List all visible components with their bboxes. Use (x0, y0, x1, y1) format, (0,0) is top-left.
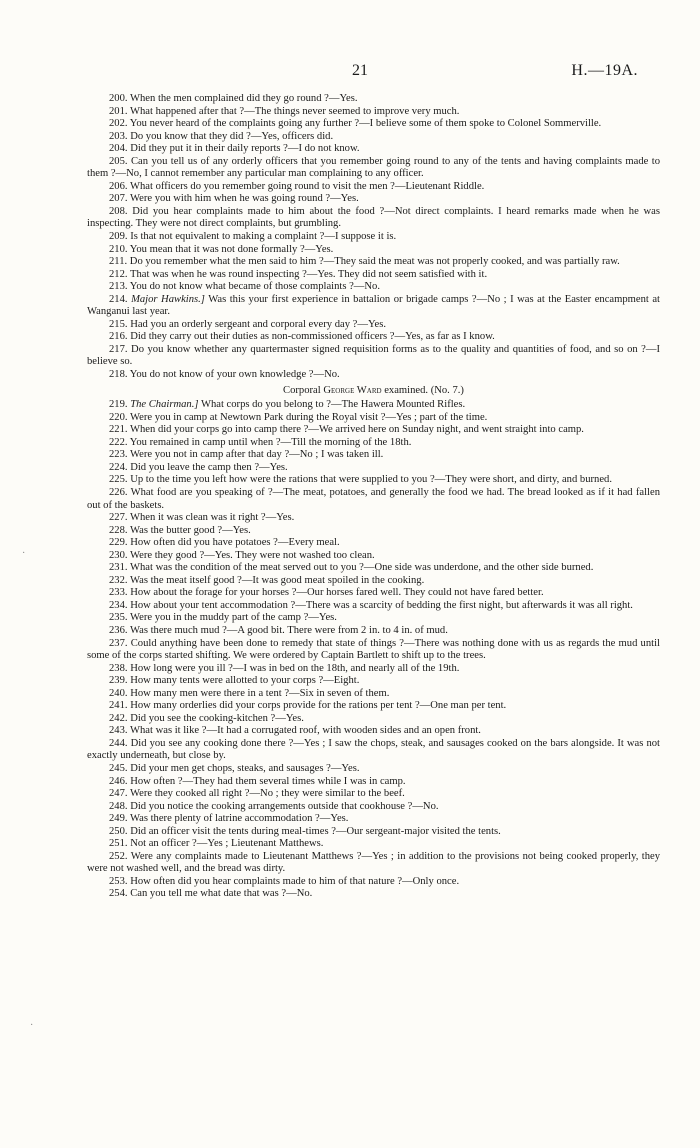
qa-paragraph: 221. When did your corps go into camp there ?—We arrived here on Sunday night, and went straight into camp. (109, 424, 584, 436)
qa-paragraph: 207. Were you with him when he was going round ?—Yes. (109, 193, 359, 205)
qa-paragraph: 211. Do you remember what the men said to him ?—They said the meat was not properly cooked, and was partially raw. (109, 256, 620, 268)
qa-paragraph: 215. Had you an orderly sergeant and corporal every day ?—Yes. (109, 318, 387, 330)
speaker-label: Major Hawkins.] (131, 293, 205, 305)
qa-paragraph: 239. How many tents were allotted to your corps ?—Eight. (109, 675, 360, 687)
page-header (0, 62, 700, 82)
testimony-block-a (87, 93, 660, 294)
margin-speck: · (30, 1020, 34, 1031)
qa-paragraph: 218. You do not know of your own knowledge ?—No. (109, 369, 340, 381)
question-text: What corps do you belong to ?—The Hawera Mounted Rifles. (200, 399, 466, 411)
qa-paragraph: 204. Did they put it in their daily reports ?—I do not know. (109, 143, 360, 155)
qa-paragraph: 213. You do not know what became of those complaints ?—No. (109, 281, 380, 293)
question-number: 214. (109, 293, 128, 305)
qa-paragraph: 235. Were you in the muddy part of the camp ?—Yes. (109, 612, 337, 624)
qa-paragraph: 237. Could anything have been done to remedy that state of things ?—There was nothing done with us as regards the mud until some of the corps started shifting. We were ordered by Captain Bartlett to shift up to the trees. (87, 637, 660, 662)
qa-paragraph: 238. How long were you ill ?—I was in bed on the 18th, and nearly all of the 19th. (109, 662, 460, 674)
page-number: 21 (352, 62, 368, 79)
qa-paragraph: 232. Was the meat itself good ?—It was good meat spoiled in the cooking. (109, 574, 425, 586)
qa-paragraph: 228. Was the butter good ?—Yes. (109, 524, 251, 536)
witness-name: George Ward (323, 384, 382, 396)
qa-paragraph: 240. How many men were there in a tent ?—Six in seven of them. (109, 687, 390, 699)
qa-paragraph: 241. How many orderlies did your corps provide for the rations per tent ?—One man per tent. (109, 700, 507, 712)
qa-paragraph: 223. Were you not in camp after that day ?—No ; I was taken ill. (109, 449, 384, 461)
qa-paragraph: 225. Up to the time you left how were the rations that were supplied to you ?—They were short, and dirty, and burned. (109, 474, 612, 486)
qa-paragraph: 209. Is that not equivalent to making a complaint ?—I suppose it is. (109, 231, 397, 243)
qa-paragraph: 206. What officers do you remember going round to visit the men ?—Lieutenant Riddle. (109, 180, 485, 192)
qa-paragraph: 247. Were they cooked all right ?—No ; they were similar to the beef. (109, 788, 405, 800)
qa-paragraph: 249. Was there plenty of latrine accommodation ?—Yes. (109, 813, 349, 825)
qa-paragraph: 243. What was it like ?—It had a corrugated roof, with wooden sides and an open front. (109, 725, 481, 737)
qa-paragraph: 251. Not an officer ?—Yes ; Lieutenant Matthews. (109, 838, 324, 850)
witness-rank: Corporal (283, 384, 321, 396)
qa-paragraph: 222. You remained in camp until when ?—Till the morning of the 18th. (109, 436, 412, 448)
qa-paragraph: 234. How about your tent accommodation ?—There was a scarcity of bedding the first night, but afterwards it was all right. (109, 599, 633, 611)
qa-paragraph: 252. Were any complaints made to Lieutenant Matthews ?—Yes ; in addition to the provisions not being cooked properly, they were not washed well, and the bread was dirty. (87, 850, 660, 875)
qa-paragraph: 217. Do you know whether any quartermaster signed requisition forms as to the quality and quantities of food, and so on ?—I believe so. (87, 343, 660, 368)
margin-speck: · (22, 548, 26, 559)
qa-paragraph: 244. Did you see any cooking done there ?—Yes ; I saw the chops, steak, and sausages cooked on the bars alongside. It was not exactly underneath, but close by. (87, 737, 660, 762)
speaker-label: The Chairman.] (130, 399, 199, 411)
qa-paragraph: 229. How often did you have potatoes ?—Every meal. (109, 537, 340, 549)
witness-heading (87, 385, 660, 398)
question-214 (87, 294, 660, 319)
testimony-block-c (87, 412, 660, 901)
qa-paragraph: 227. When it was clean was it right ?—Yes. (109, 512, 295, 524)
testimony-body (87, 93, 660, 901)
qa-paragraph: 231. What was the condition of the meat served out to you ?—One side was underdone, and the other side burned. (109, 562, 594, 574)
qa-paragraph: 220. Were you in camp at Newtown Park during the Royal visit ?—Yes ; part of the time. (109, 411, 488, 423)
qa-paragraph: 216. Did they carry out their duties as non-commissioned officers ?—Yes, as far as I know. (109, 331, 495, 343)
qa-paragraph: 253. How often did you hear complaints made to him of that nature ?—Only once. (109, 875, 460, 887)
qa-paragraph: 230. Were they good ?—Yes. They were not washed too clean. (109, 549, 375, 561)
qa-paragraph: 254. Can you tell me what date that was ?—No. (109, 888, 313, 900)
qa-paragraph: 201. What happened after that ?—The things never seemed to improve very much. (109, 105, 460, 117)
question-219 (87, 399, 660, 412)
witness-heading-suffix: examined. (No. 7.) (384, 384, 464, 396)
qa-paragraph: 226. What food are you speaking of ?—The meat, potatoes, and generally the food we had. The bread looked as if it had fallen out of the baskets. (87, 486, 660, 511)
qa-paragraph: 200. When the men complained did they go round ?—Yes. (109, 93, 358, 104)
qa-paragraph: 224. Did you leave the camp then ?—Yes. (109, 461, 288, 473)
qa-paragraph: 245. Did your men get chops, steaks, and sausages ?—Yes. (109, 762, 360, 774)
qa-paragraph: 212. That was when he was round inspecting ?—Yes. They did not seem satisfied with it. (109, 268, 488, 280)
qa-paragraph: 248. Did you notice the cooking arrangements outside that cookhouse ?—No. (109, 800, 439, 812)
qa-paragraph: 250. Did an officer visit the tents during meal-times ?—Our sergeant-major visited the tents. (109, 825, 501, 837)
testimony-block-b (87, 319, 660, 382)
qa-paragraph: 210. You mean that it was not done formally ?—Yes. (109, 243, 334, 255)
qa-paragraph: 242. Did you see the cooking-kitchen ?—Yes. (109, 712, 304, 724)
qa-paragraph: 208. Did you hear complaints made to him about the food ?—Not direct complaints. I heard remarks made when he was inspecting. They were not direct complaints, but grumbling. (87, 205, 660, 230)
qa-paragraph: 236. Was there much mud ?—A good bit. There were from 2 in. to 4 in. of mud. (109, 624, 448, 636)
question-text: Was this your first experience in battalion or brigade camps ?—No ; I was at the Easter encampment at Wanganui last year. (87, 293, 660, 318)
document-reference: H.—19A. (571, 62, 638, 79)
question-number: 219. (109, 399, 128, 411)
qa-paragraph: 233. How about the forage for your horses ?—Our horses fared well. They could not have fared better. (109, 587, 544, 599)
qa-paragraph: 203. Do you know that they did ?—Yes, officers did. (109, 130, 334, 142)
qa-paragraph: 246. How often ?—They had them several times while I was in camp. (109, 775, 406, 787)
qa-paragraph: 205. Can you tell us of any orderly officers that you remember going round to any of the tents and having complaints made to them ?—No, I cannot remember any particular man complaining to any officer. (87, 155, 660, 180)
qa-paragraph: 202. You never heard of the complaints going any further ?—I believe some of them spoke to Colonel Sommerville. (109, 118, 602, 130)
